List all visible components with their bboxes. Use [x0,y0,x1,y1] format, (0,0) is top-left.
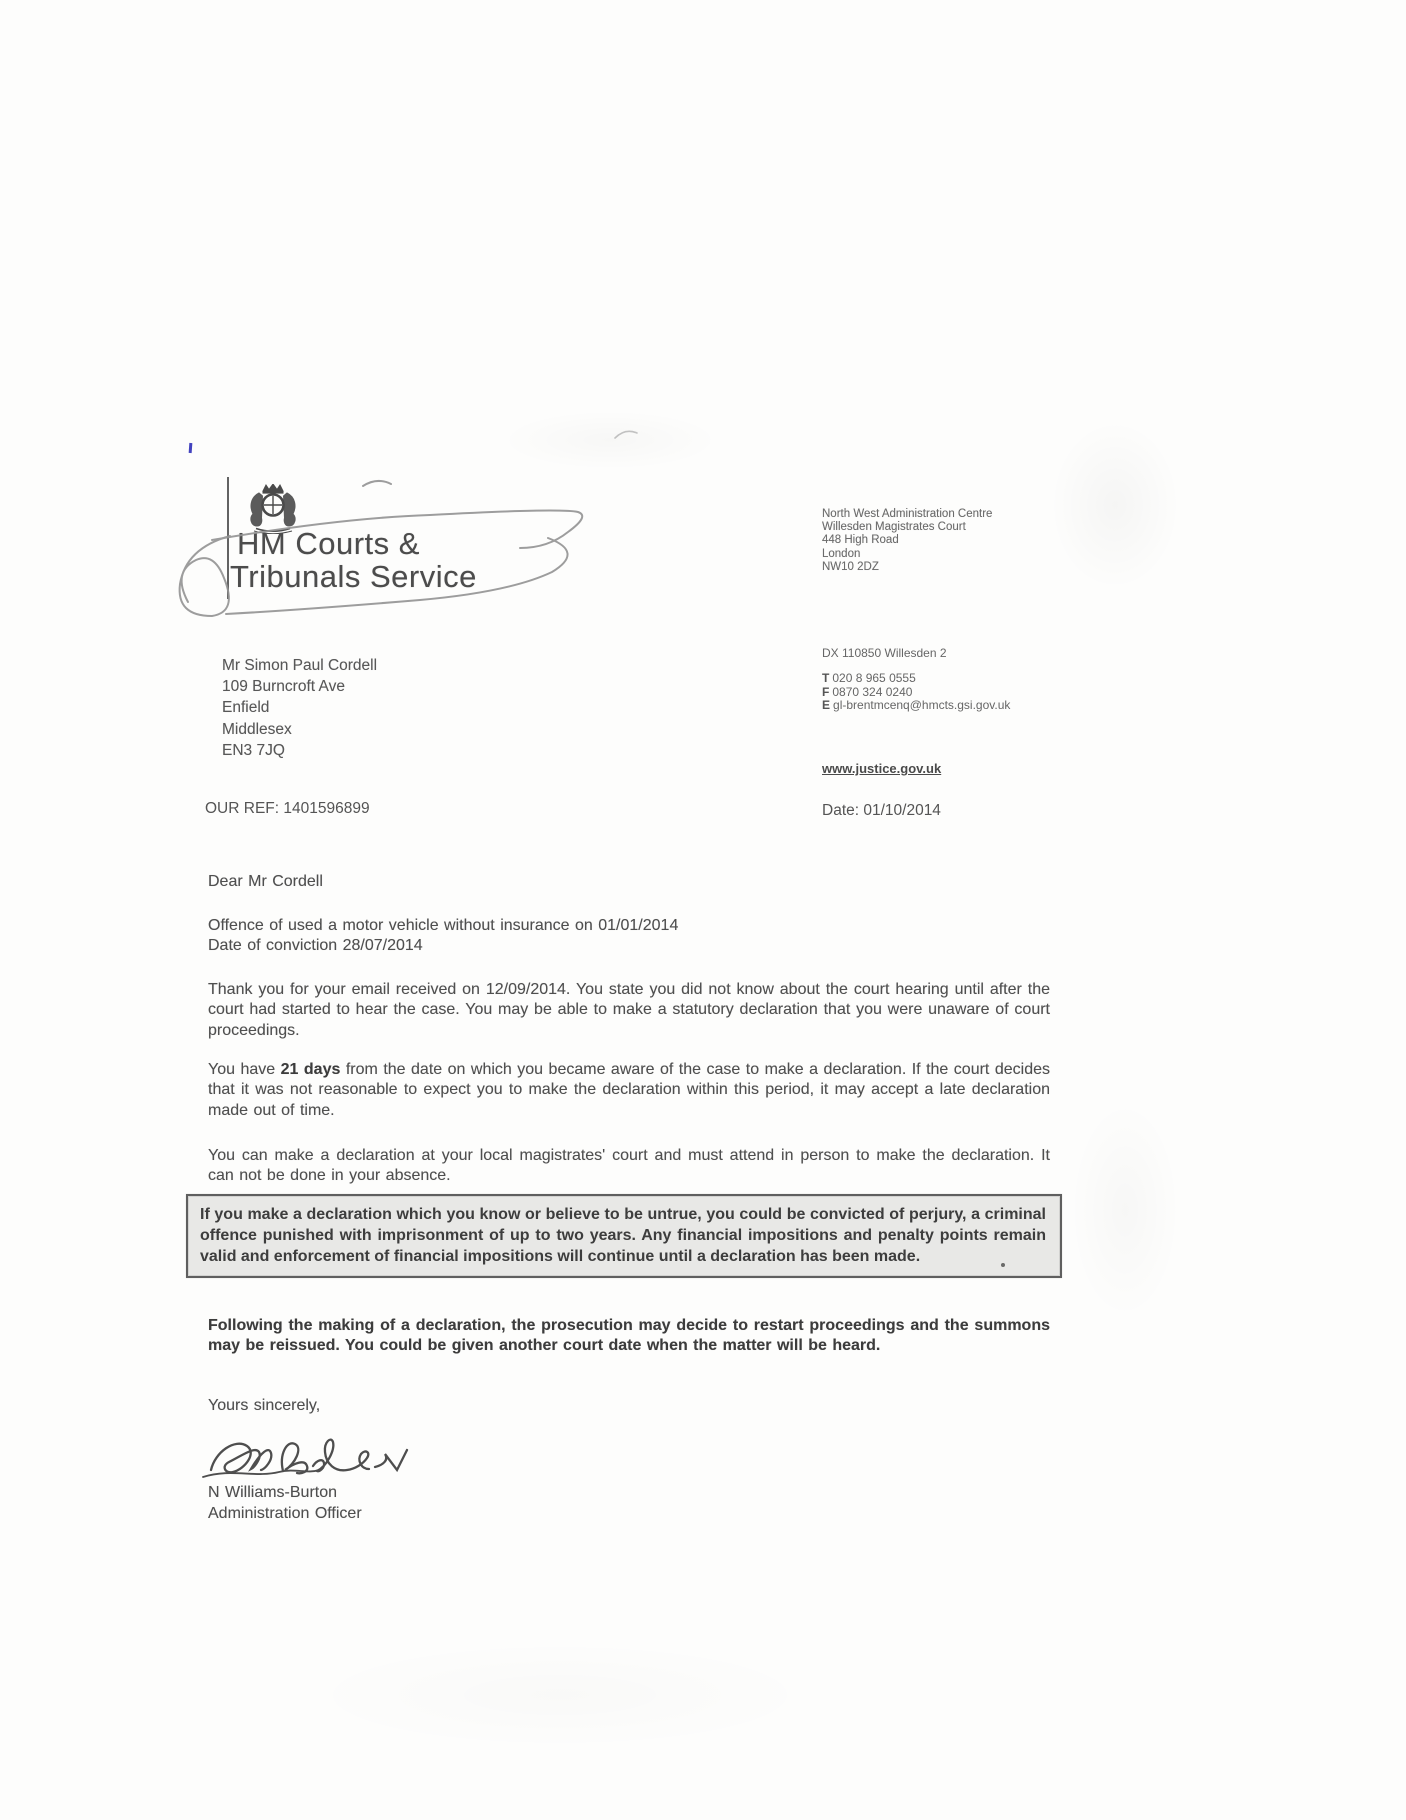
contact-block [822,672,1010,713]
recipient-address [222,655,377,761]
closing: Yours sincerely, [208,1397,321,1414]
sender-address [822,508,992,574]
body-paragraph-2 [208,1060,1050,1121]
dx-line: DX 110850 Willesden 2 [822,646,947,660]
fax-line [822,686,1010,700]
scan-artifact-dot [1001,1263,1005,1267]
our-ref: OUR REF: 1401596899 [205,800,370,817]
phone-line [822,672,1010,686]
para2-bold-term: 21 days [280,1061,341,1078]
recipient-address-line: Middlesex [222,720,292,738]
email-line [822,699,1010,713]
sender-address-line: North West Administration Centre [822,508,993,520]
sender-address-line: 448 High Road [822,534,899,547]
scan-smudge [1050,420,1180,590]
signatory-name: N Williams-Burton [208,1484,338,1501]
phone-label: T [822,671,830,685]
offence-line2: Date of conviction 28/07/2014 [208,937,423,955]
body-paragraph-5: Following the making of a declaration, the prosecution may decide to restart proceedings and the summons may be reissued. You could be given another court date when the matter will be heard. [208,1317,1050,1355]
offence-line1: Offence of used a motor vehicle without insurance on 01/01/2014 [208,917,679,934]
scan-smudge [300,1640,820,1750]
sender-address-line: London [822,547,861,560]
phone-number: 020 8 965 0555 [832,671,916,685]
fax-label: F [822,684,830,699]
recipient-address-line: Enfield [222,699,270,717]
scan-smudge [1070,1100,1180,1320]
letter-date: Date: 01/10/2014 [822,802,941,819]
para2-suffix: from the date on which you became aware of the case to make a declaration. If the court decides that it was not reasonable to expect you to make the declaration within this period, it may accept a late declaration made out of time. [208,1061,1050,1119]
fax-number: 0870 324 0240 [832,684,913,699]
sender-address-line: NW10 2DZ [822,560,879,573]
email-address: gl-brentmcenq@hmcts.gsi.gov.uk [833,698,1011,712]
pen-scribble [158,418,650,650]
recipient-address-line: EN3 7JQ [222,741,285,759]
recipient-address-line: 109 Burncroft Ave [222,678,345,696]
signature [195,1422,425,1490]
salutation: Dear Mr Cordell [208,873,323,890]
recipient-address-line: Mr Simon Paul Cordell [222,657,378,674]
logo-text-line2: Tribunals Service [230,559,477,594]
website-link[interactable]: www.justice.gov.uk [822,761,942,776]
signatory-title: Administration Officer [208,1505,362,1522]
logo-text-line1: HM Courts & [237,526,420,561]
offence-summary [208,916,1050,957]
sender-address-line: Willesden Magistrates Court [822,521,966,534]
warning-box: If you make a declaration which you know or believe to be untrue, you could be convicted of perjury, a criminal offence punished with imprisonment of up to two years. Any financial impositions and penalty points remain valid and enforcement of financial impositions will continue until a declaration has been made. [186,1194,1062,1278]
email-label: E [822,698,831,712]
para2-prefix: You have [208,1061,281,1078]
body-paragraph-1: Thank you for your email received on 12/09/2014. You state you did not know about the court hearing until after the court had started to hear the case. You may be able to make a statutory declaration that you were unaware of court proceedings. [208,981,1050,1039]
body-paragraph-3: You can make a declaration at your local magistrates' court and must attend in person to make the declaration. It can not be done in your absence. [208,1147,1050,1185]
